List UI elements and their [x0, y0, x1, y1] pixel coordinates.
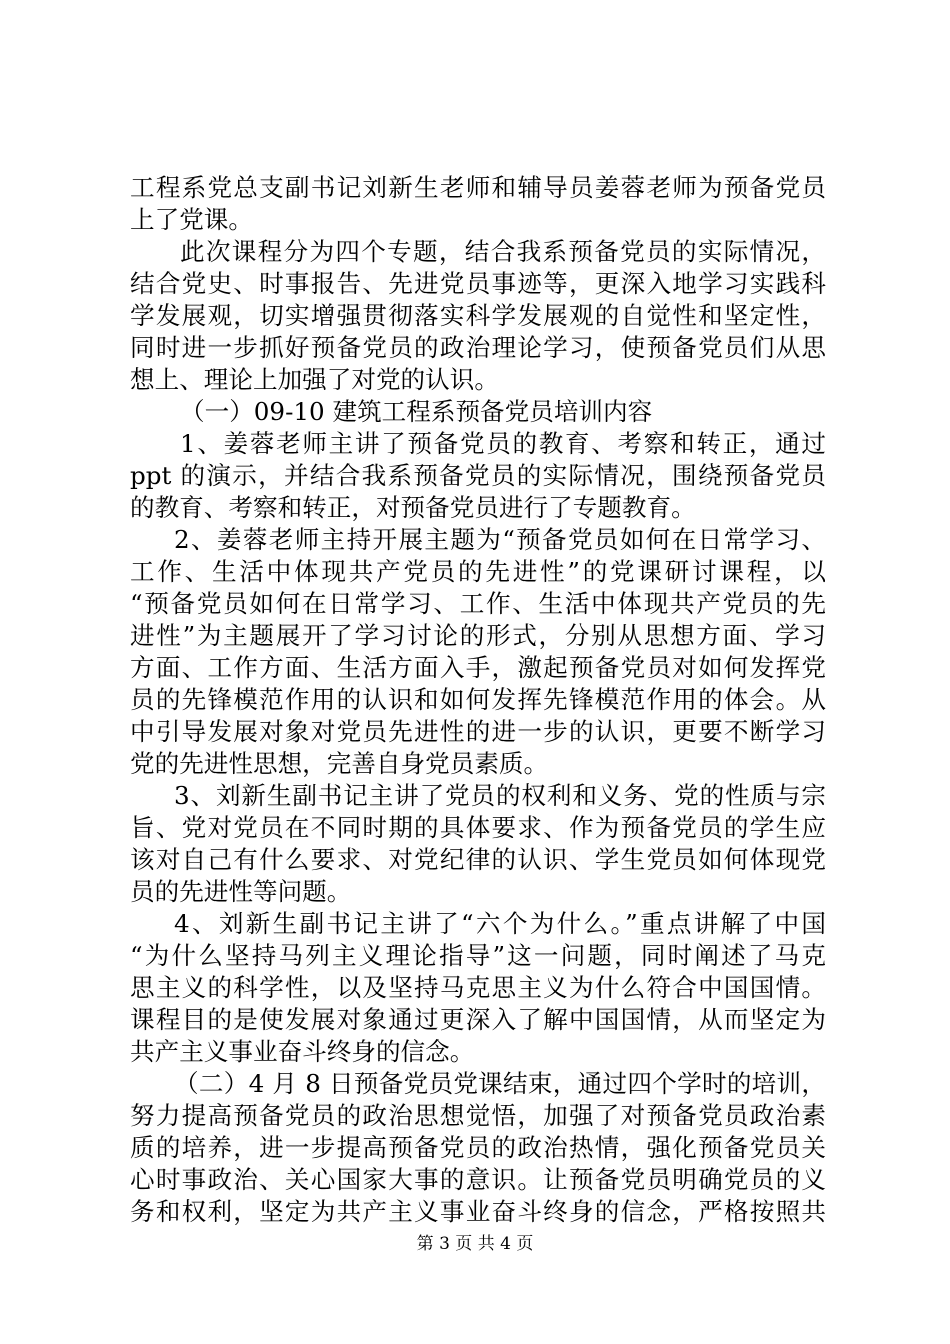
- text-line: 方面、工作方面、生活方面入手，激起预备党员对如何发挥党: [130, 653, 826, 682]
- text-line: 的教育、考察和转正，对预备党员进行了专题教育。: [130, 493, 696, 522]
- text-line: 务和权利，坚定为共产主义事业奋斗终身的信念，严格按照共: [130, 1197, 826, 1226]
- text-line: 中引导发展对象对党员先进性的进一步的认识，更要不断学习: [130, 717, 826, 746]
- text-line: 员的先锋模范作用的认识和如何发挥先锋模范作用的体会。从: [130, 685, 826, 714]
- text-line: 努力提高预备党员的政治思想觉悟，加强了对预备党员政治素: [130, 1101, 826, 1130]
- text-line: 工作、生活中体现共产党员的先进性”的党课研讨课程，以: [130, 557, 826, 586]
- text-line: 共产主义事业奋斗终身的信念。: [130, 1037, 475, 1066]
- text-line: 心时事政治、关心国家大事的意识。让预备党员明确党员的义: [130, 1165, 826, 1194]
- text-line: 进性”为主题展开了学习讨论的形式，分别从思想方面、学习: [130, 621, 826, 650]
- text-line: 想上、理论上加强了对党的认识。: [130, 365, 499, 394]
- text-line: 4、刘新生副书记主讲了“六个为什么。”重点讲解了中国: [174, 909, 826, 938]
- text-line: 上了党课。: [130, 205, 253, 234]
- text-line: 2、姜蓉老师主持开展主题为“预备党员如何在日常学习、: [174, 525, 826, 554]
- page-footer: 第 3 页 共 4 页: [416, 1234, 534, 1254]
- text-line: 3、刘新生副书记主讲了党员的权利和义务、党的性质与宗: [174, 781, 826, 810]
- text-line: 质的培养，进一步提高预备党员的政治热情，强化预备党员关: [130, 1133, 826, 1162]
- text-line: 课程目的是使发展对象通过更深入了解中国国情，从而坚定为: [130, 1005, 826, 1034]
- text-line: “为什么坚持马列主义理论指导”这一问题，同时阐述了马克: [130, 941, 826, 970]
- text-line: 旨、党对党员在不同时期的具体要求、作为预备党员的学生应: [130, 813, 826, 842]
- text-line: 学发展观，切实增强贯彻落实科学发展观的自觉性和坚定性，: [130, 301, 826, 330]
- text-line: 工程系党总支副书记刘新生老师和辅导员姜蓉老师为预备党员: [130, 173, 826, 202]
- text-line: 党的先进性思想，完善自身党员素质。: [130, 749, 549, 778]
- text-line: 此次课程分为四个专题，结合我系预备党员的实际情况，: [180, 237, 826, 266]
- document-body: [130, 172, 826, 1228]
- text-line: 1、姜蓉老师主讲了预备党员的教育、考察和转正，通过: [180, 429, 826, 458]
- text-line: （二）4 月 8 日预备党员党课结束，通过四个学时的培训，: [174, 1069, 826, 1098]
- text-line: “预备党员如何在日常学习、工作、生活中体现共产党员的先: [130, 589, 826, 618]
- text-line: 思主义的科学性，以及坚持马克思主义为什么符合中国国情。: [130, 973, 826, 1002]
- text-line: 结合党史、时事报告、先进党员事迹等，更深入地学习实践科: [130, 269, 826, 298]
- text-line: 同时进一步抓好预备党员的政治理论学习，使预备党员们从思: [130, 333, 826, 362]
- text-line: 该对自己有什么要求、对党纪律的认识、学生党员如何体现党: [130, 845, 826, 874]
- text-line: ppt 的演示，并结合我系预备党员的实际情况，围绕预备党员: [130, 461, 826, 490]
- text-line: 员的先进性等问题。: [130, 877, 352, 906]
- text-line: （一）09-10 建筑工程系预备党员培训内容: [180, 397, 653, 426]
